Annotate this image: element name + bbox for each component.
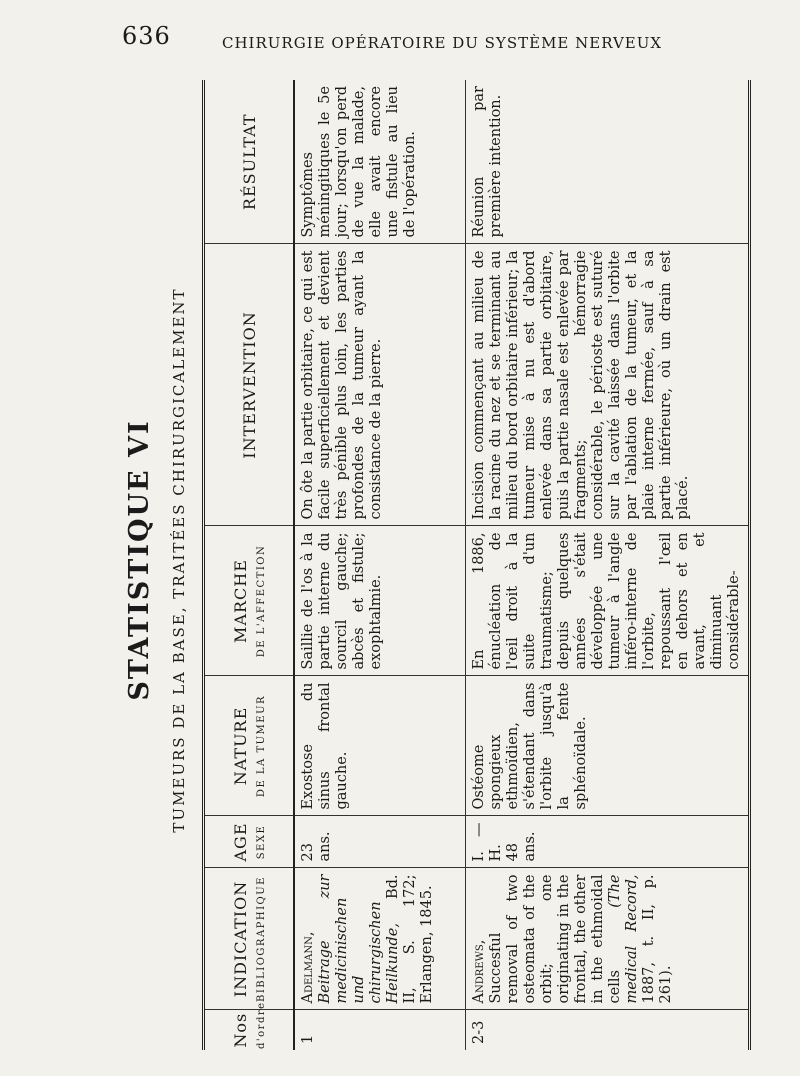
table-row: [466, 80, 750, 1050]
row-resultat: Réunion par première intention.: [466, 80, 750, 244]
row-indication: Andrews, Succesful removal of two osteomata of the orbit; one originating in the frontal, the other in the ethmoidal cells (The medical Record, 1887, t. II, p. 261).: [466, 868, 750, 1010]
header-age: AGE SEXE: [204, 816, 295, 868]
row-marche: Saillie de l'os à la partie interne du sourcil gauche; abcès et fistule; exophtalmie.: [294, 526, 466, 676]
table-header-row: [204, 80, 295, 1050]
header-nature: NATURE DE LA TUMEUR: [204, 676, 295, 816]
row-age: 23 ans.: [294, 816, 466, 868]
header-marche: MARCHE DE L'AFFECTION: [204, 526, 295, 676]
row-number: 1: [300, 1034, 316, 1044]
running-head: CHIRURGIE OPÉRATOIRE DU SYSTÈME NERVEUX: [222, 34, 663, 52]
row-intervention: Incision commençant au milieu de la racine du nez et se terminant au milieu du bord orbitaire inférieur; la tumeur mise à nu est d'abord enlevée dans sa partie orbitaire, puis la partie nasale est enlevée par fragments; hémorragie considérable, le périoste est suturé sur la cavité laissée dans l'orbite par l'ablation de la tumeur, et la plaie interne fermée, sauf à sa partie inférieure, où un drain est placé.: [466, 244, 750, 526]
row-indication: Adelmann, Beitrage zur medicinischen und chirurgischen Heilkunde, Bd. II, S. 172; Erlangen, 1845.: [294, 868, 466, 1010]
row-number: 2-3: [466, 1010, 750, 1050]
header-indication: INDICATION BIBLIOGRAPHIQUE: [204, 868, 295, 1010]
header-intervention: INTERVENTION: [204, 244, 295, 526]
rotated-statistics-block: [110, 60, 742, 1060]
row-marche: En 1886, énucléation de l'œil droit à la suite d'un traumatisme; depuis quelques années s'était développée une tumeur à l'angle inféro-interne de l'orbite, repoussant l'œil en dehors et en avant, et diminuant considérable-: [466, 526, 750, 676]
page-number: 636: [122, 22, 171, 50]
row-nature: Exostose du sinus frontal gauche.: [294, 676, 466, 816]
row-resultat: Symptômes méningitiques le 5e jour; lorsqu'on perd de vue la malade, elle avait encore une fistule au lieu de l'opération.: [294, 80, 466, 244]
statistics-subtitle: TUMEURS DE LA BASE, TRAITÉES CHIRURGICALEMENT: [170, 287, 188, 833]
statistics-table: [202, 80, 751, 1050]
row-nature: Ostéome spongieux ethmoïdien, s'étendant dans l'orbite jusqu'à la fente sphénoïdale.: [466, 676, 750, 816]
statistics-title: STATISTIQUE VI: [124, 419, 155, 701]
header-numero: Nos d'ordre: [204, 1010, 295, 1050]
header-resultat: RÉSULTAT: [204, 80, 295, 244]
row-age: I. — H. 48 ans.: [466, 816, 750, 868]
row-intervention: On ôte la partie orbitaire, ce qui est facile superficiellement et devient très pénible plus loin, les parties profondes de la tumeur ayant la consistance de la pierre.: [294, 244, 466, 526]
table-row: [294, 80, 466, 1050]
